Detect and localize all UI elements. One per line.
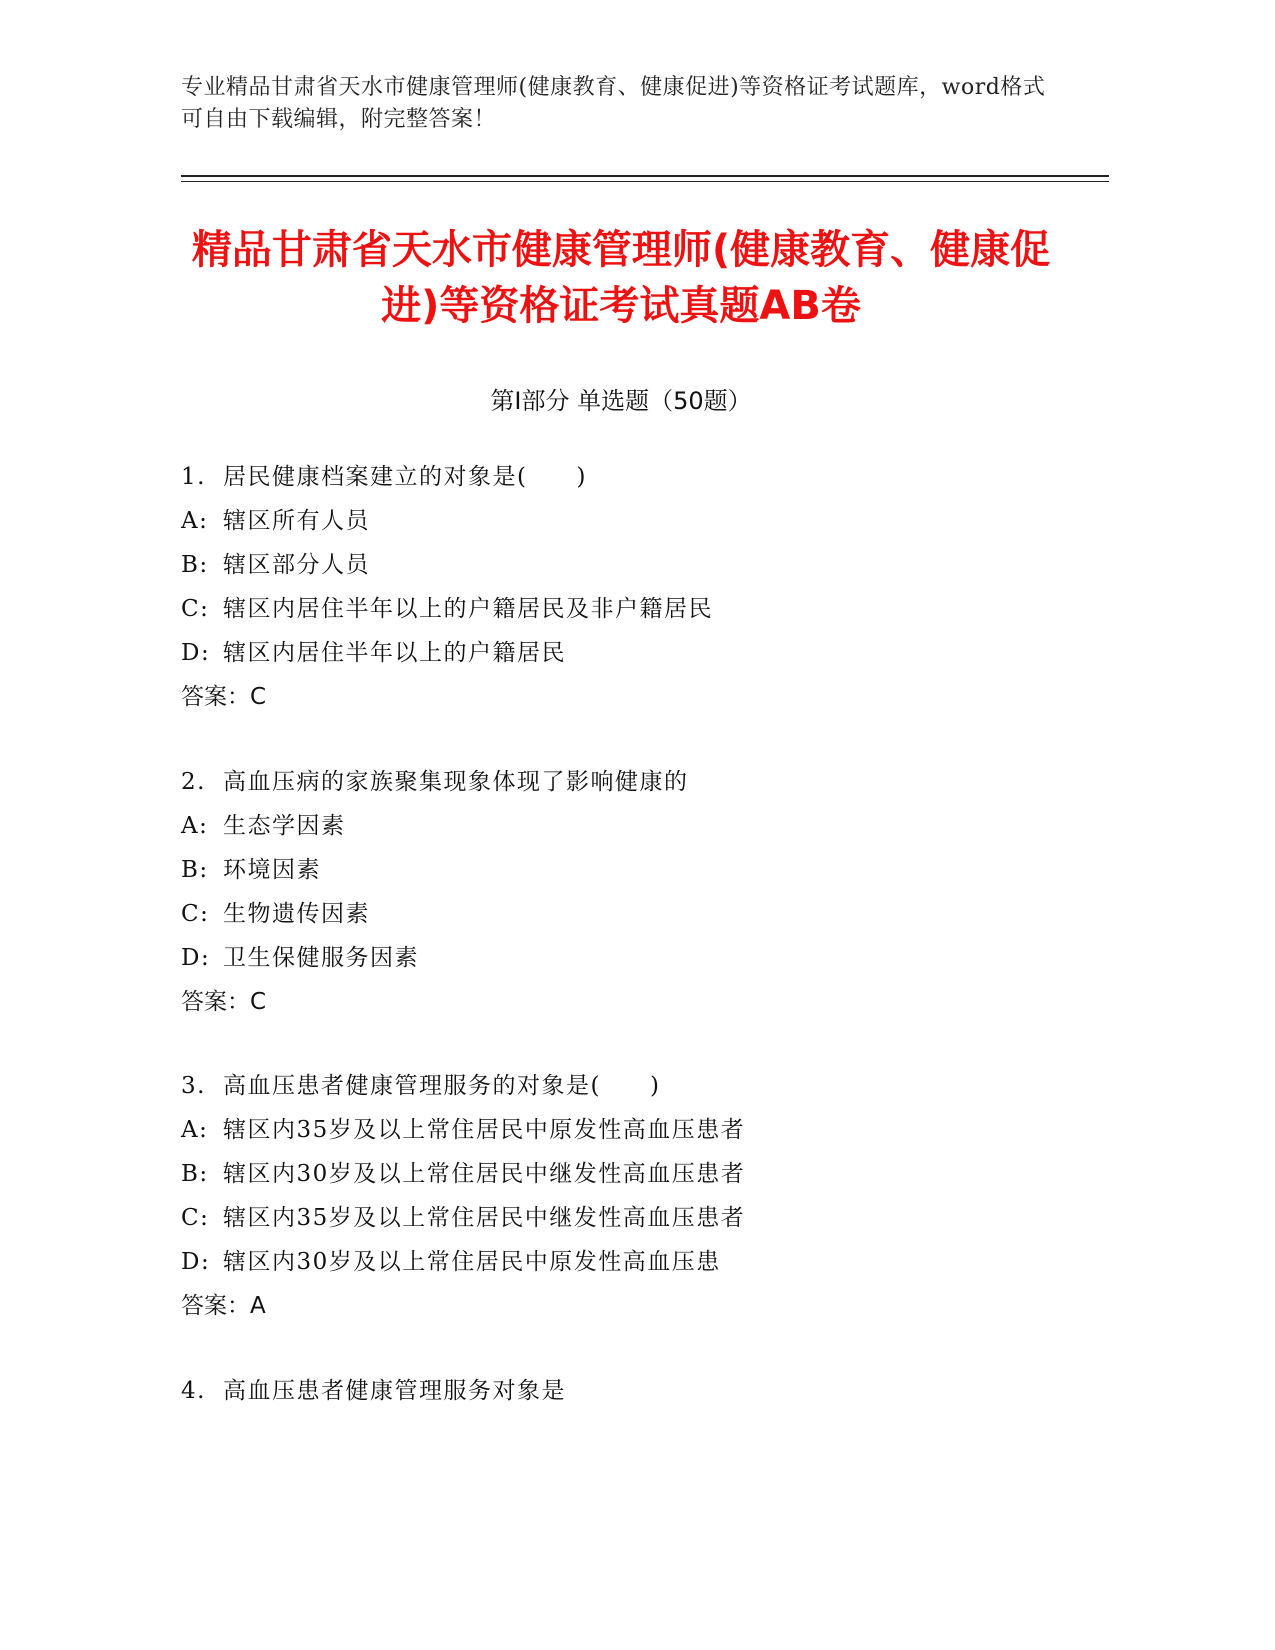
option-key: A: [181,508,209,534]
option-text: 辖区内居住半年以上的户籍居民及非户籍居民 [223,596,713,622]
answer: 答案：A [181,1293,266,1319]
option-text: 辖区内35岁及以上常住居民中继发性高血压患者 [223,1205,746,1231]
option-key: B: [181,857,209,883]
option-key: D: [181,1249,211,1275]
question-stem [181,1064,1081,1108]
option-a [181,804,1081,848]
question-stem [181,1369,1081,1413]
option-key: D: [181,640,211,666]
question-2 [181,760,1081,1024]
option-a [181,1108,1081,1152]
option-key: A: [181,813,209,839]
question-text: 居民健康档案建立的对象是( ) [223,464,587,490]
option-key: B: [181,1161,209,1187]
question-number: 1. [181,464,206,490]
option-text: 环境因素 [223,857,321,883]
option-key: C: [181,596,210,622]
question-number: 2. [181,769,206,795]
option-b [181,848,1081,892]
option-text: 辖区内35岁及以上常住居民中原发性高血压患者 [223,1117,746,1143]
option-key: C: [181,1205,210,1231]
answer: 答案：C [181,989,267,1015]
question-3 [181,1064,1081,1328]
option-text: 辖区部分人员 [223,552,370,578]
option-d [181,631,1081,675]
answer: 答案：C [181,684,267,710]
option-text: 辖区所有人员 [223,508,370,534]
option-text: 卫生保健服务因素 [223,945,419,971]
option-c [181,587,1081,631]
option-key: C: [181,901,210,927]
option-text: 辖区内30岁及以上常住居民中继发性高血压患者 [223,1161,746,1187]
option-b [181,543,1081,587]
document-title: 精品甘肃省天水市健康管理师(健康教育、健康促进)等资格证考试真题AB卷 [191,227,1051,329]
question-text: 高血压病的家族聚集现象体现了影响健康的 [223,769,689,795]
option-key: A: [181,1117,209,1143]
option-b [181,1152,1081,1196]
option-c [181,892,1081,936]
question-stem [181,455,1081,499]
header-divider-thin [181,181,1109,182]
section-title: 第Ⅰ部分 单选题（50题） [490,387,752,415]
option-text: 辖区内30岁及以上常住居民中原发性高血压患 [223,1249,721,1275]
option-text: 辖区内居住半年以上的户籍居民 [223,640,566,666]
option-a [181,499,1081,543]
question-number: 3. [181,1073,206,1099]
option-key: D: [181,945,211,971]
question-number: 4. [181,1378,206,1404]
question-text: 高血压患者健康管理服务的对象是( ) [223,1073,661,1099]
question-text: 高血压患者健康管理服务对象是 [223,1378,566,1404]
question-1 [181,455,1081,719]
header-note: 专业精品甘肃省天水市健康管理师(健康教育、健康促进)等资格证考试题库，word格式可自由下载编辑，附完整答案！ [181,75,1046,132]
option-text: 生物遗传因素 [223,901,370,927]
option-key: B: [181,552,209,578]
option-d [181,936,1081,980]
option-c [181,1196,1081,1240]
question-stem [181,760,1081,804]
option-text: 生态学因素 [223,813,346,839]
header-divider-thick [181,175,1109,177]
question-4 [181,1369,1081,1413]
option-d [181,1240,1081,1284]
